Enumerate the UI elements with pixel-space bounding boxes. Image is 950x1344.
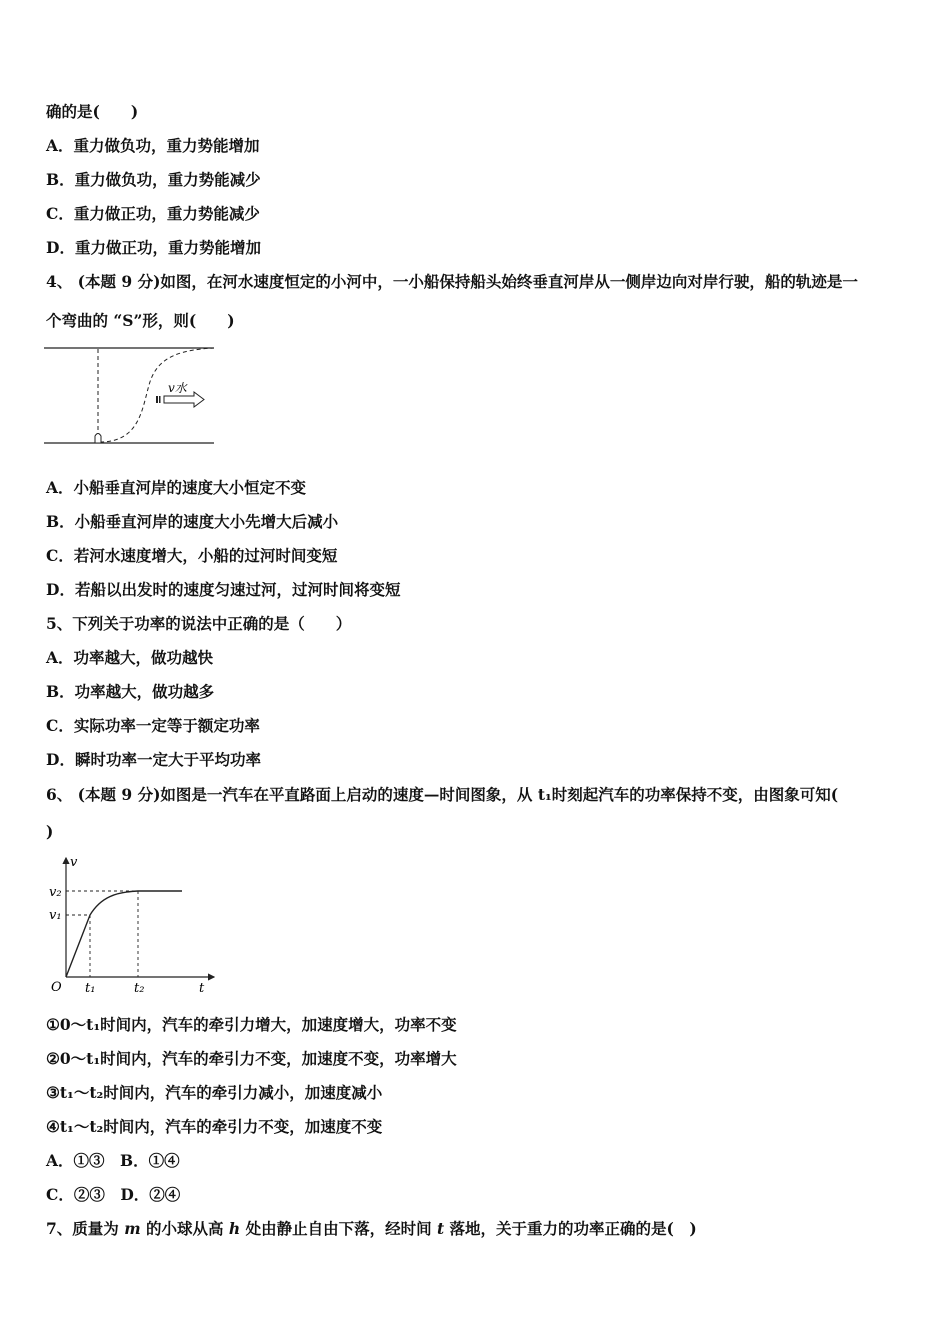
x-axis-label: t — [199, 981, 205, 996]
water-velocity-label: v水 — [168, 381, 187, 395]
vt-curve — [66, 891, 182, 977]
q7-var-m: m — [124, 1219, 141, 1238]
q7-var-t: t — [436, 1219, 445, 1238]
q6-stem-line1: 6、 (本题 9 分)如图是一汽车在平直路面上启动的速度—时间图象，从 t₁时刻起汽车的功率保持不变，由图象可知( — [46, 785, 839, 804]
y-tick-v1: v₁ — [49, 908, 62, 923]
q3-option-d: D．重力做正功，重力势能增加 — [46, 238, 261, 257]
q3-option-a: A．重力做负功，重力势能增加 — [46, 136, 260, 155]
x-tick-t2: t₂ — [134, 981, 145, 996]
q5-option-a: A．功率越大，做功越快 — [46, 648, 214, 667]
q6-statement-1: ①0～t₁时间内，汽车的牵引力增大，加速度增大，功率不变 — [46, 1015, 457, 1034]
origin-label: O — [51, 980, 62, 995]
q6-options-cd: C．②③ D．②④ — [46, 1185, 181, 1204]
arrow-mark — [156, 396, 158, 403]
x-tick-t1: t₁ — [85, 981, 96, 996]
q6-options-ab: A．①③ B．①④ — [46, 1151, 180, 1170]
q5-stem: 5、下列关于功率的说法中正确的是（ ） — [46, 614, 352, 633]
q4-option-c: C．若河水速度增大，小船的过河时间变短 — [46, 546, 338, 565]
q7-suffix: 落地，关于重力的功率正确的是( ) — [444, 1219, 697, 1238]
q5-option-d: D．瞬时功率一定大于平均功率 — [46, 750, 261, 769]
q6-statement-3: ③t₁～t₂时间内，汽车的牵引力减小，加速度减小 — [46, 1083, 383, 1102]
q5-option-c: C．实际功率一定等于额定功率 — [46, 716, 260, 735]
vt-graph — [46, 852, 221, 997]
q4-stem-line1: 4、 (本题 9 分)如图，在河水速度恒定的小河中，一小船保持船头始终垂直河岸从一侧岸边向对岸行驶，船的轨迹是一 — [46, 272, 858, 291]
q6-stem-line2: ) — [46, 822, 54, 841]
q4-option-d: D．若船以出发时的速度匀速过河，过河时间将变短 — [46, 580, 401, 599]
q7-prefix: 7、质量为 — [46, 1219, 125, 1238]
q7-mid2: 处由静止自由下落，经时间 — [240, 1219, 437, 1238]
q7-stem — [46, 1219, 697, 1239]
q6-statement-2: ②0～t₁时间内，汽车的牵引力不变，加速度不变，功率增大 — [46, 1049, 457, 1068]
river-figure — [44, 345, 216, 447]
y-tick-v2: v₂ — [49, 885, 62, 900]
q4-stem-line2: 个弯曲的 “S”形，则( ) — [46, 311, 235, 330]
y-axis-label: v — [70, 855, 78, 870]
q4-option-a: A．小船垂直河岸的速度大小恒定不变 — [46, 478, 307, 497]
q4-option-b: B．小船垂直河岸的速度大小先增大后减小 — [46, 512, 339, 531]
q3-option-b: B．重力做负功，重力势能减少 — [46, 170, 261, 189]
q7-var-h: h — [228, 1219, 241, 1238]
q5-option-b: B．功率越大，做功越多 — [46, 682, 215, 701]
q3-stem-tail: 确的是( ) — [46, 102, 139, 121]
q3-option-c: C．重力做正功，重力势能减少 — [46, 204, 260, 223]
q6-statement-4: ④t₁～t₂时间内，汽车的牵引力不变，加速度不变 — [46, 1117, 383, 1136]
q7-mid1: 的小球从高 — [140, 1219, 229, 1238]
boat-icon — [95, 434, 101, 444]
